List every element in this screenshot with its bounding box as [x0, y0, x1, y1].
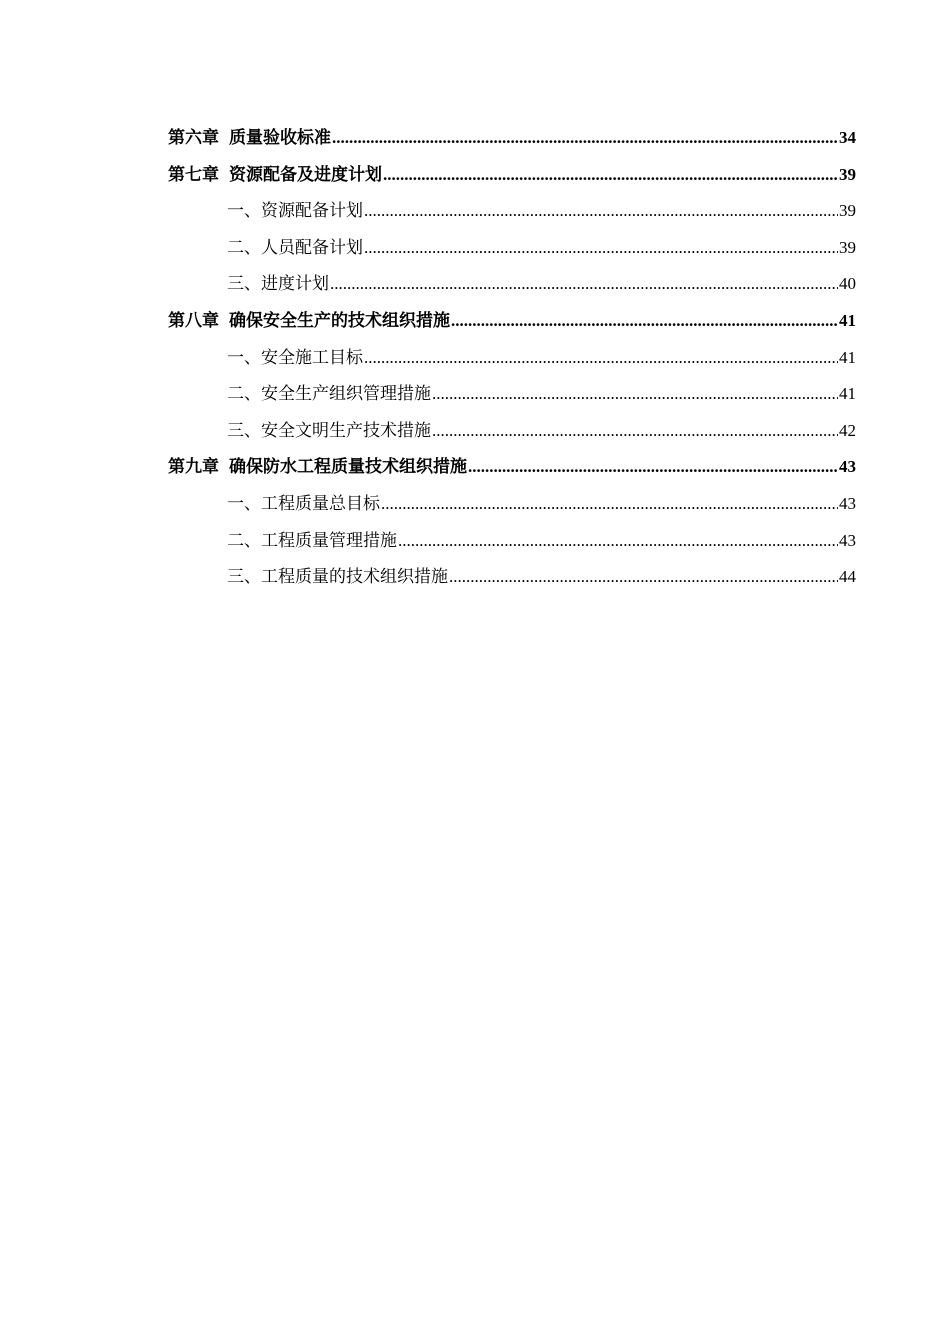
- leader-dots: [449, 559, 838, 596]
- table-of-contents: [168, 120, 856, 596]
- leader-dots: [451, 303, 838, 340]
- leader-dots: [364, 230, 838, 267]
- page-number: 39: [839, 201, 856, 221]
- leader-dots: [364, 340, 838, 377]
- page-number: 44: [839, 567, 856, 587]
- leader-dots: [398, 523, 838, 560]
- section-title: 二、人员配备计划: [227, 237, 363, 258]
- toc-entry-section[interactable]: [168, 559, 856, 596]
- leader-dots: [381, 486, 838, 523]
- section-title: 二、工程质量管理措施: [227, 530, 397, 551]
- page-number: 43: [839, 530, 856, 550]
- chapter-title: 资源配备及进度计划: [229, 164, 382, 185]
- page-number: 41: [839, 347, 856, 367]
- toc-entry-section[interactable]: [168, 230, 856, 267]
- chapter-number: 第六章: [168, 128, 219, 148]
- leader-dots: [364, 193, 838, 230]
- page-number: 39: [839, 237, 856, 257]
- toc-entry-chapter-7[interactable]: [168, 157, 856, 194]
- section-title: 三、工程质量的技术组织措施: [227, 567, 448, 588]
- section-title: 一、安全施工目标: [227, 347, 363, 368]
- section-title: 二、安全生产组织管理措施: [227, 384, 431, 405]
- chapter-title: 确保安全生产的技术组织措施: [229, 310, 450, 331]
- page-number: 40: [839, 274, 856, 294]
- toc-entry-section[interactable]: [168, 193, 856, 230]
- chapter-title: 确保防水工程质量技术组织措施: [229, 457, 467, 478]
- toc-entry-chapter-8[interactable]: [168, 303, 856, 340]
- toc-entry-title: [168, 449, 467, 486]
- leader-dots: [383, 157, 838, 194]
- section-title: 一、工程质量总目标: [227, 493, 380, 514]
- toc-entry-section[interactable]: [168, 376, 856, 413]
- toc-entry-title: [168, 157, 382, 194]
- page-number: 43: [839, 457, 856, 477]
- page-number: 41: [839, 384, 856, 404]
- chapter-number: 第七章: [168, 164, 219, 185]
- section-title: 三、进度计划: [227, 274, 329, 295]
- toc-entry-section[interactable]: [168, 413, 856, 450]
- section-title: 三、安全文明生产技术措施: [227, 420, 431, 441]
- page-number: 42: [839, 420, 856, 440]
- chapter-number: 第八章: [168, 310, 219, 331]
- toc-entry-section[interactable]: [168, 340, 856, 377]
- leader-dots: [432, 413, 838, 450]
- chapter-title: 质量验收标准: [229, 128, 331, 148]
- leader-dots: [468, 449, 838, 486]
- toc-entry-title: [168, 303, 450, 340]
- page-number: 41: [839, 310, 856, 330]
- leader-dots: [332, 120, 838, 157]
- section-title: 一、资源配备计划: [227, 201, 363, 222]
- page-number: 43: [839, 493, 856, 513]
- toc-entry-section[interactable]: [168, 486, 856, 523]
- toc-entry-chapter-6[interactable]: [168, 120, 856, 157]
- chapter-number: 第九章: [168, 457, 219, 478]
- leader-dots: [330, 266, 838, 303]
- toc-entry-section[interactable]: [168, 266, 856, 303]
- toc-entry-chapter-9[interactable]: [168, 449, 856, 486]
- toc-entry-title: [168, 120, 331, 157]
- leader-dots: [432, 376, 838, 413]
- page-number: 39: [839, 164, 856, 184]
- toc-entry-section[interactable]: [168, 523, 856, 560]
- page-number: 34: [839, 128, 856, 147]
